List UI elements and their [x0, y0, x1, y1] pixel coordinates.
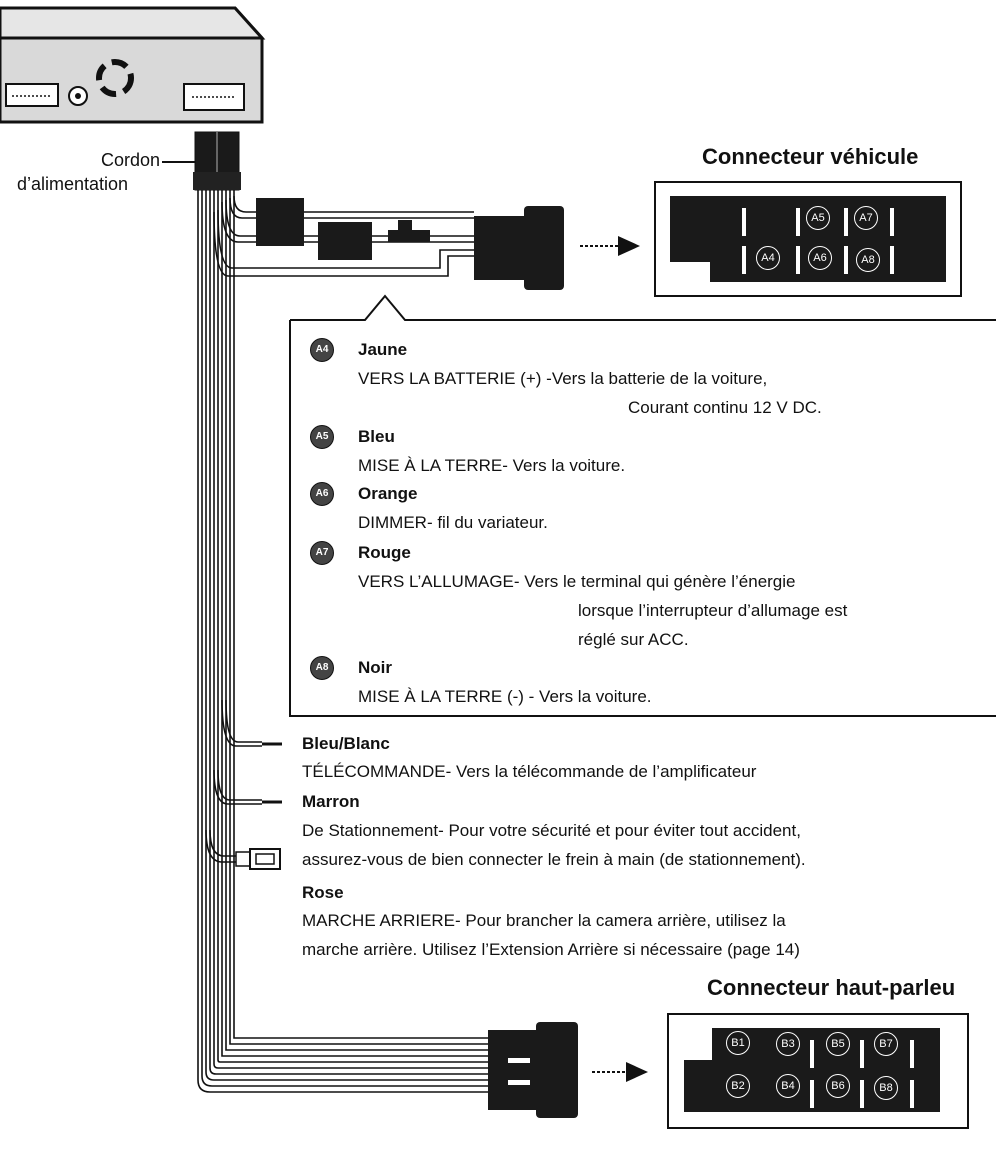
wire-desc-a5-1: MISE À LA TERRE- Vers la voiture. [358, 456, 626, 475]
speaker-pin-b4: B4 [776, 1074, 800, 1098]
vehicle-connector-title: Connecteur véhicule [702, 144, 919, 169]
wire-desc-a8-1: MISE À LA TERRE (-) - Vers la voiture. [358, 687, 652, 706]
wire-desc-a4-2: Courant continu 12 V DC. [628, 398, 822, 417]
vehicle-pin-a4: A4 [756, 246, 780, 270]
wire-color-a5: Bleu [358, 427, 395, 446]
wire-desc-rose-1: MARCHE ARRIERE- Pour brancher la camera arrière, utilisez la [302, 911, 786, 930]
wire-color-a8: Noir [358, 658, 392, 677]
wire-color-a7: Rouge [358, 543, 411, 562]
power-cord-label-1: Cordon [100, 150, 160, 170]
wire-desc-rose-2: marche arrière. Utilisez l’Extension Arrière si nécessaire (page 14) [302, 940, 800, 959]
speaker-pin-b5: B5 [826, 1032, 850, 1056]
wire-desc-marron-2: assurez-vous de bien connecter le frein à main (de stationnement). [302, 850, 806, 869]
arrow-vehicle-icon [618, 236, 640, 256]
wire-color-a6: Orange [358, 484, 418, 503]
wire-desc-bleu-blanc: TÉLÉCOMMANDE- Vers la télécommande de l’amplificateur [302, 762, 757, 781]
wire-color-a4: Jaune [358, 340, 408, 359]
vehicle-pin-a7: A7 [854, 206, 878, 230]
head-unit [0, 8, 262, 122]
wire-desc-a7-2: lorsque l’interrupteur d’allumage est [578, 601, 848, 620]
speaker-pin-b7: B7 [874, 1032, 898, 1056]
inline-fuse-2 [318, 222, 372, 260]
speaker-connector-body [668, 1014, 968, 1128]
speaker-pin-b3: B3 [776, 1032, 800, 1056]
wire-desc-a4-1: VERS LA BATTERIE (+) -Vers la batterie de la voiture, [358, 369, 768, 388]
wire-badge-a4: A4 [310, 338, 334, 362]
rca-plug-icon [236, 849, 280, 869]
wire-desc-a7-3: réglé sur ACC. [578, 630, 689, 649]
wire-badge-a7: A7 [310, 541, 334, 565]
speaker-pin-b1: B1 [726, 1031, 750, 1055]
vehicle-pin-a6: A6 [808, 246, 832, 270]
speaker-pin-b2: B2 [726, 1074, 750, 1098]
vehicle-connector-body [655, 182, 961, 296]
vehicle-pin-a8: A8 [856, 248, 880, 272]
wire-color-marron: Marron [302, 792, 360, 811]
speaker-pin-b8: B8 [874, 1076, 898, 1100]
vehicle-plug [474, 206, 564, 290]
power-cord-leader [162, 160, 196, 164]
arrow-speaker-icon [626, 1062, 648, 1082]
wire-color-bleu-blanc: Bleu/Blanc [302, 734, 390, 753]
wire-badge-a8: A8 [310, 656, 334, 680]
inline-fuse-1 [256, 198, 304, 246]
speaker-plug [488, 1022, 578, 1118]
wire-desc-a6-1: DIMMER- fil du variateur. [358, 513, 548, 532]
wire-desc-marron-1: De Stationnement- Pour votre sécurité et pour éviter tout accident, [302, 821, 801, 840]
speaker-connector-title: Connecteur haut-parleu [707, 975, 956, 1000]
power-cord-label-2: d’alimentation [17, 174, 129, 194]
speaker-pin-b6: B6 [826, 1074, 850, 1098]
wire-desc-a7-1: VERS L’ALLUMAGE- Vers le terminal qui génère l’énergie [358, 572, 796, 591]
vehicle-pin-a5: A5 [806, 206, 830, 230]
wire-badge-a6: A6 [310, 482, 334, 506]
wire-badge-a5: A5 [310, 425, 334, 449]
wire-color-rose: Rose [302, 883, 344, 902]
power-plug [193, 132, 241, 190]
